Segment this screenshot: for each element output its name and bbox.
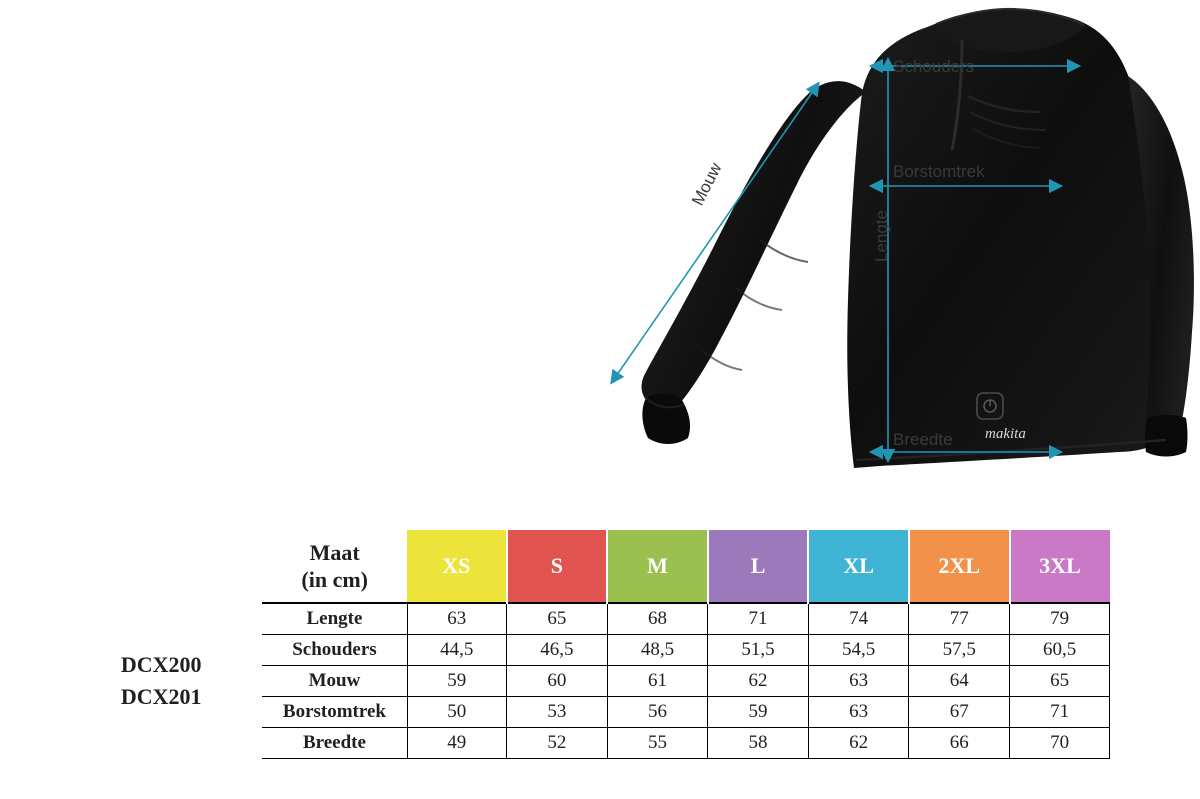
- cell-value: 59: [708, 697, 809, 728]
- cell-value: 54,5: [808, 635, 909, 666]
- attribute-label: Lengte: [262, 603, 407, 635]
- size-header-xl: XL: [808, 530, 909, 603]
- cell-value: 63: [407, 603, 507, 635]
- cell-value: 59: [407, 666, 507, 697]
- cell-value: 66: [909, 728, 1010, 759]
- cell-value: 63: [808, 666, 909, 697]
- cell-value: 62: [808, 728, 909, 759]
- cell-value: 60,5: [1010, 635, 1110, 666]
- annotation-width: Breedte: [893, 430, 953, 449]
- attribute-label: Breedte: [262, 728, 407, 759]
- cell-value: 49: [407, 728, 507, 759]
- attribute-label: Borstomtrek: [262, 697, 407, 728]
- table-row: [60, 603, 1110, 635]
- table-header-row: [60, 530, 1110, 603]
- cell-value: 48,5: [607, 635, 708, 666]
- header-maat-line2: (in cm): [301, 567, 368, 592]
- attribute-label: Schouders: [262, 635, 407, 666]
- model-line-1: DCX200: [120, 651, 202, 677]
- attribute-label: Mouw: [262, 666, 407, 697]
- size-header-m: M: [607, 530, 708, 603]
- cell-value: 64: [909, 666, 1010, 697]
- cell-value: 65: [1010, 666, 1110, 697]
- annotation-sleeve: Mouw: [688, 159, 726, 209]
- cell-value: 63: [808, 697, 909, 728]
- brand-wordmark: makita: [985, 426, 1026, 442]
- cell-value: 55: [607, 728, 708, 759]
- cell-value: 58: [708, 728, 809, 759]
- header-maat: [262, 530, 407, 603]
- header-spacer: [60, 530, 262, 603]
- cell-value: 71: [708, 603, 809, 635]
- annotation-shoulders: Schouders: [893, 57, 975, 76]
- cell-value: 71: [1010, 697, 1110, 728]
- size-header-l: L: [708, 530, 809, 603]
- size-header-2xl: 2XL: [909, 530, 1010, 603]
- cell-value: 79: [1010, 603, 1110, 635]
- size-header-s: S: [507, 530, 608, 603]
- cell-value: 77: [909, 603, 1010, 635]
- cell-value: 67: [909, 697, 1010, 728]
- cell-value: 74: [808, 603, 909, 635]
- cell-value: 44,5: [407, 635, 507, 666]
- cell-value: 51,5: [708, 635, 809, 666]
- cell-value: 57,5: [909, 635, 1010, 666]
- size-header-3xl: 3XL: [1010, 530, 1110, 603]
- annotation-length: Lengte: [872, 210, 891, 262]
- cell-value: 68: [607, 603, 708, 635]
- cell-value: 61: [607, 666, 708, 697]
- cell-value: 70: [1010, 728, 1110, 759]
- model-cell: [60, 603, 262, 759]
- cell-value: 60: [507, 666, 608, 697]
- cell-value: 56: [607, 697, 708, 728]
- jacket-body: [642, 9, 1194, 468]
- cell-value: 46,5: [507, 635, 608, 666]
- annotation-chest: Borstomtrek: [893, 162, 985, 181]
- cell-value: 50: [407, 697, 507, 728]
- size-header-xs: XS: [407, 530, 507, 603]
- cell-value: 53: [507, 697, 608, 728]
- model-line-2: DCX201: [120, 683, 202, 709]
- size-chart-table: [60, 530, 1110, 759]
- size-chart-table-container: [0, 505, 1200, 799]
- header-maat-line1: Maat: [309, 539, 360, 565]
- cell-value: 62: [708, 666, 809, 697]
- cell-value: 65: [507, 603, 608, 635]
- cell-value: 52: [507, 728, 608, 759]
